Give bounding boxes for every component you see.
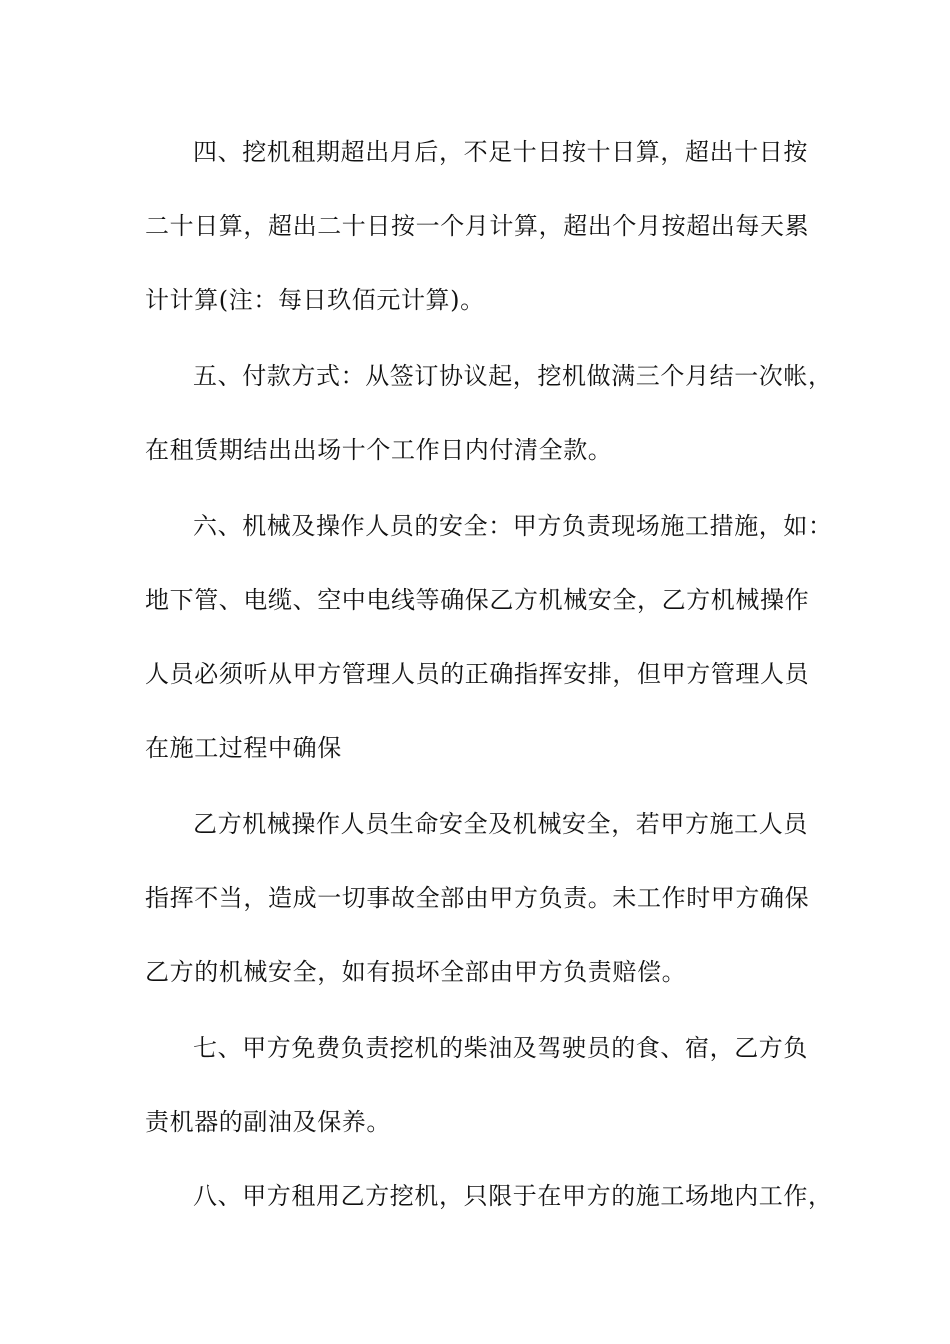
text-line: 指挥不当，造成一切事故全部由甲方负责。未工作时甲方确保 <box>145 884 810 912</box>
text-line: 八、甲方租用乙方挖机，只限于在甲方的施工场地内工作， <box>193 1182 833 1210</box>
text-line: 乙方机械操作人员生命安全及机械安全，若甲方施工人员 <box>193 810 808 838</box>
text-line: 四、挖机租期超出月后，不足十日按十日算，超出十日按 <box>193 138 808 166</box>
text-line: 六、机械及操作人员的安全：甲方负责现场施工措施，如： <box>193 512 833 540</box>
text-line: 二十日算，超出二十日按一个月计算，超出个月按超出每天累 <box>145 212 810 240</box>
text-line: 责机器的副油及保养。 <box>145 1108 391 1136</box>
text-line: 地下管、电缆、空中电线等确保乙方机械安全，乙方机械操作 <box>145 586 810 614</box>
text-line: 在施工过程中确保 <box>145 734 342 762</box>
text-line: 乙方的机械安全，如有损坏全部由甲方负责赔偿。 <box>145 958 687 986</box>
text-line: 在租赁期结出出场十个工作日内付清全款。 <box>145 436 613 464</box>
text-line: 五、付款方式：从签订协议起，挖机做满三个月结一次帐， <box>193 362 833 390</box>
text-line: 人员必须听从甲方管理人员的正确指挥安排，但甲方管理人员 <box>145 660 810 688</box>
text-line: 计计算(注：每日玖佰元计算)。 <box>145 286 485 314</box>
text-line: 七、甲方免费负责挖机的柴油及驾驶员的食、宿，乙方负 <box>193 1034 808 1062</box>
